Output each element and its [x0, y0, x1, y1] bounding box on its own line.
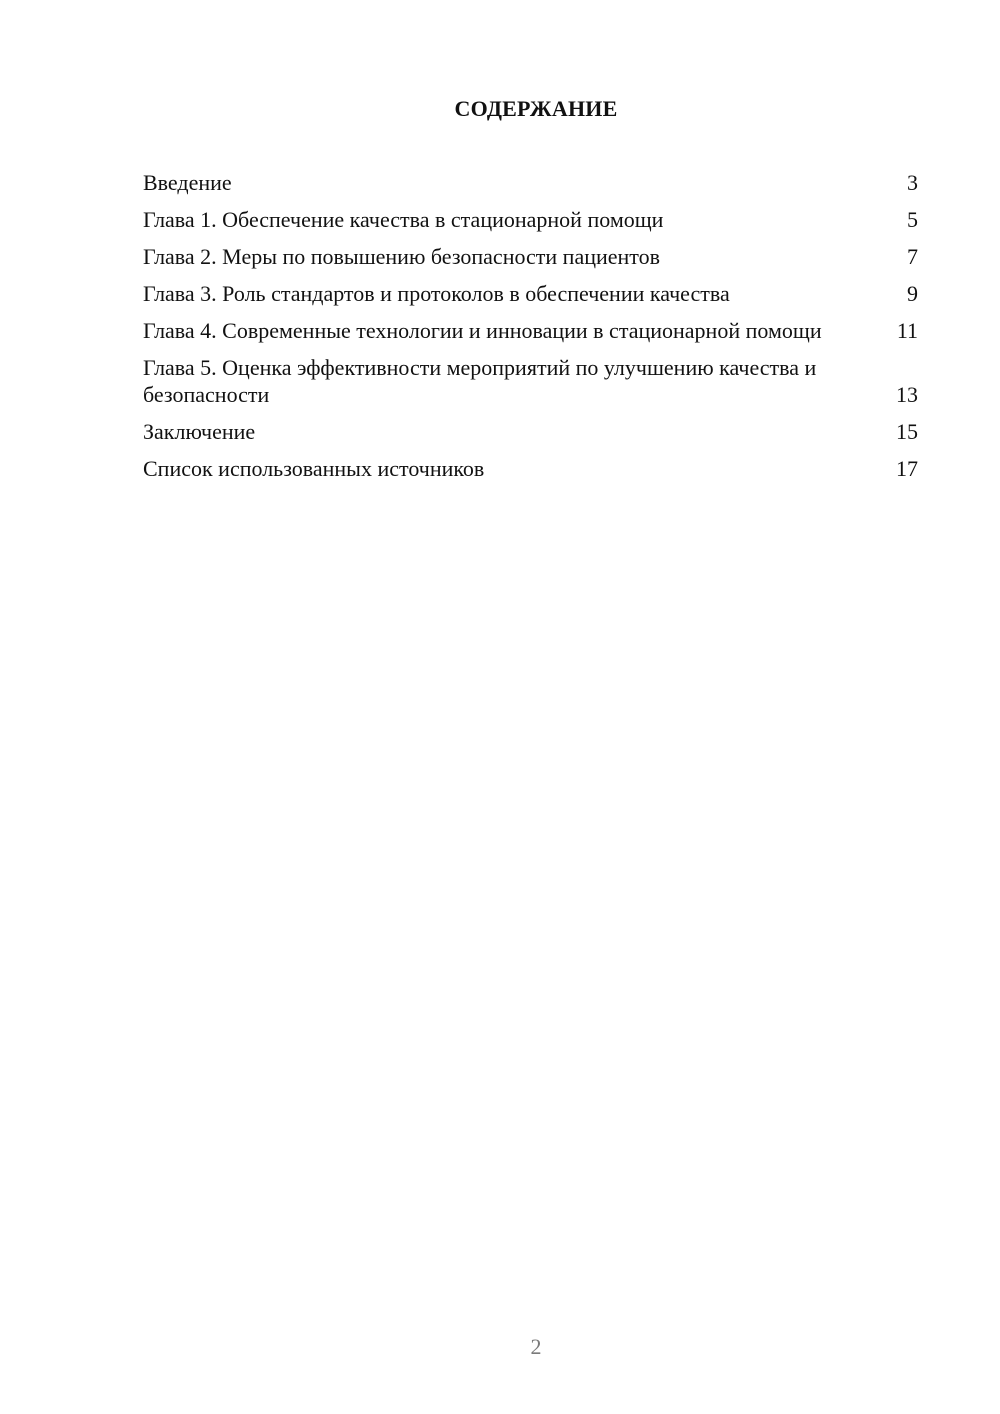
toc-entry-title: Глава 4. Современные технологии и инновации в стационарной помощи	[143, 318, 822, 343]
toc-entry-page: 13	[896, 381, 918, 407]
toc-entry-page: 15	[896, 418, 918, 444]
toc-entry-page: 7	[907, 244, 918, 269]
toc-entry-page: 9	[907, 281, 918, 306]
toc-heading: СОДЕРЖАНИЕ	[454, 96, 618, 121]
toc-entry-references	[143, 456, 918, 483]
toc-entry-introduction	[143, 170, 918, 197]
toc-entry-title: Глава 2. Меры по повышению безопасности пациентов	[143, 244, 660, 269]
toc-entry-page: 3	[907, 170, 918, 195]
toc-entry-page: 17	[896, 455, 918, 481]
toc-entry-page: 11	[896, 318, 918, 343]
toc-entry-chapter-2	[143, 244, 918, 271]
toc-entry-title: Глава 3. Роль стандартов и протоколов в обеспечении качества	[143, 281, 730, 306]
toc-entry-conclusion	[143, 419, 918, 446]
toc-entry-title: Глава 1. Обеспечение качества в стационарной помощи	[143, 207, 664, 232]
toc-entry-title: Введение	[143, 170, 232, 195]
page-number: 2	[530, 1334, 542, 1359]
toc-entry-chapter-3	[143, 281, 918, 308]
table-of-contents	[143, 170, 918, 493]
toc-entry-title: Глава 5. Оценка эффективности мероприятий по улучшению качества и безопасности	[143, 355, 817, 407]
toc-entry-page: 5	[907, 207, 918, 232]
toc-entry-chapter-5	[143, 355, 918, 408]
toc-entry-title: Список использованных источников	[143, 455, 485, 481]
toc-entry-chapter-1	[143, 207, 918, 234]
toc-entry-chapter-4	[143, 318, 918, 345]
toc-entry-title: Заключение	[143, 418, 256, 444]
